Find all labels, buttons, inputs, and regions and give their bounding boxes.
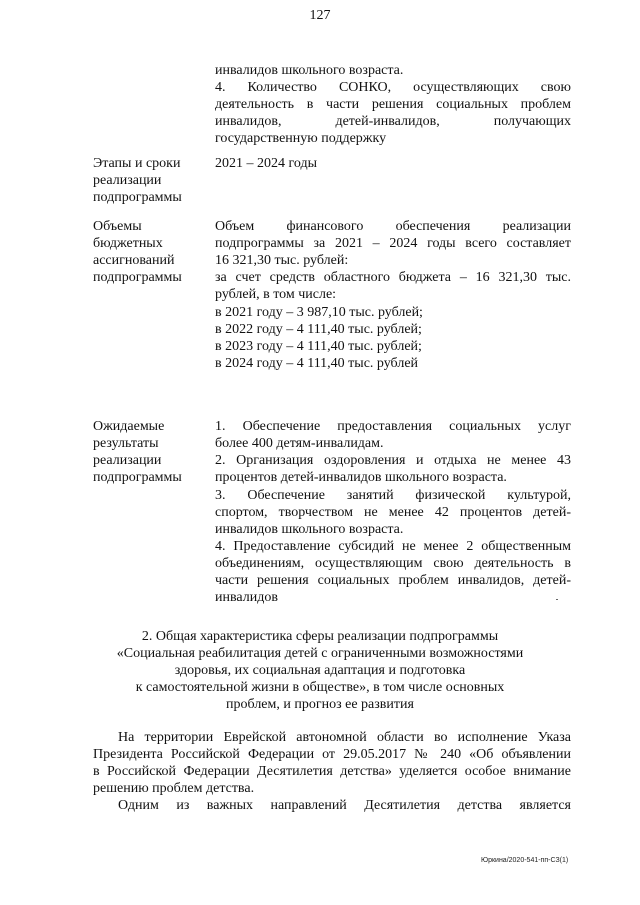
results-value-line: более 400 детям-инвалидам. <box>215 436 384 451</box>
budget-value-line: в 2022 году – 4 111,40 тыс. рублей; <box>215 322 422 337</box>
stages-value: 2021 – 2024 годы <box>215 156 318 171</box>
stages-label-line: реализации <box>93 173 162 188</box>
budget-value-line: подпрограммы за 2021 – 2024 годы всего составляет <box>215 236 571 251</box>
budget-label-line: подпрограммы <box>93 270 182 285</box>
results-value-line: части решения социальных проблем инвалидов, детей- <box>215 573 571 588</box>
results-value-line: инвалидов школьного возраста. <box>215 522 404 537</box>
results-value-line: 4. Предоставление субсидий не менее 2 общественным <box>215 539 571 554</box>
budget-label-line: бюджетных <box>93 236 163 251</box>
results-value-line: спортом, творчеством не менее 42 процентов детей- <box>215 505 571 520</box>
budget-value-line: в 2024 году – 4 111,40 тыс. рублей <box>215 356 419 371</box>
body-text-line: в Российской Федерации Десятилетия детства» уделяется особое внимание <box>93 764 571 779</box>
results-label-line: Ожидаемые <box>93 419 165 434</box>
budget-label-line: ассигнований <box>93 253 175 268</box>
budget-value-line: Объем финансового обеспечения реализации <box>215 219 571 234</box>
indicators-line: инвалидов школьного возраста. <box>215 63 404 78</box>
budget-value-line: 16 321,30 тыс. рублей: <box>215 253 349 268</box>
body-text-line: решению проблем детства. <box>93 781 255 796</box>
indicators-line: инвалидов, детей-инвалидов, получающих <box>215 114 571 129</box>
page-number: 127 <box>309 8 331 23</box>
results-label-line: подпрограммы <box>93 470 182 485</box>
budget-value-line: в 2023 году – 4 111,40 тыс. рублей; <box>215 339 422 354</box>
indicators-line: государственную поддержку <box>215 131 387 146</box>
section-heading-line: «Социальная реабилитация детей с ограниченными возможностями <box>116 646 524 661</box>
budget-value-line: рублей, в том числе: <box>215 287 337 302</box>
body-text-line: На территории Еврейской автономной области во исполнение Указа <box>118 730 571 745</box>
body-text-line: Президента Российской Федерации от 29.05.2017 № 240 «Об объявлении <box>93 747 571 762</box>
budget-label-line: Объемы <box>93 219 142 234</box>
results-value-line: объединениям, осуществляющим свою деятельность в <box>215 556 571 571</box>
body-text-line: Одним из важных направлений Десятилетия детства является <box>118 798 571 813</box>
results-label-line: реализации <box>93 453 162 468</box>
results-value-line: процентов детей-инвалидов школьного возраста. <box>215 470 507 485</box>
indicators-line: 4. Количество СОНКО, осуществляющих свою <box>215 80 571 95</box>
footer-code: Юркина/2020-541-пп-СЗ(1) <box>481 857 569 864</box>
indicators-line: деятельность в части решения социальных проблем <box>215 97 571 112</box>
results-value-line: инвалидов <box>215 590 278 605</box>
stages-label-line: подпрограммы <box>93 190 182 205</box>
stages-label-line: Этапы и сроки <box>93 156 181 171</box>
section-heading-line: проблем, и прогноз ее развития <box>226 697 414 712</box>
section-heading-line: 2. Общая характеристика сферы реализации подпрограммы <box>141 629 499 644</box>
budget-value-line: в 2021 году – 3 987,10 тыс. рублей; <box>215 305 423 320</box>
results-label-line: результаты <box>93 436 159 451</box>
results-value-line: 1. Обеспечение предоставления социальных услуг <box>215 419 571 434</box>
scan-speck <box>556 599 558 600</box>
budget-value-line: за счет средств областного бюджета – 16 321,30 тыс. <box>215 270 571 285</box>
results-value-line: 2. Организация оздоровления и отдыха не менее 43 <box>215 453 571 468</box>
results-value-line: 3. Обеспечение занятий физической культурой, <box>215 488 571 503</box>
section-heading-line: здоровья, их социальная адаптация и подготовка <box>174 663 466 678</box>
section-heading-line: к самостоятельной жизни в обществе», в том числе основных <box>135 680 505 695</box>
